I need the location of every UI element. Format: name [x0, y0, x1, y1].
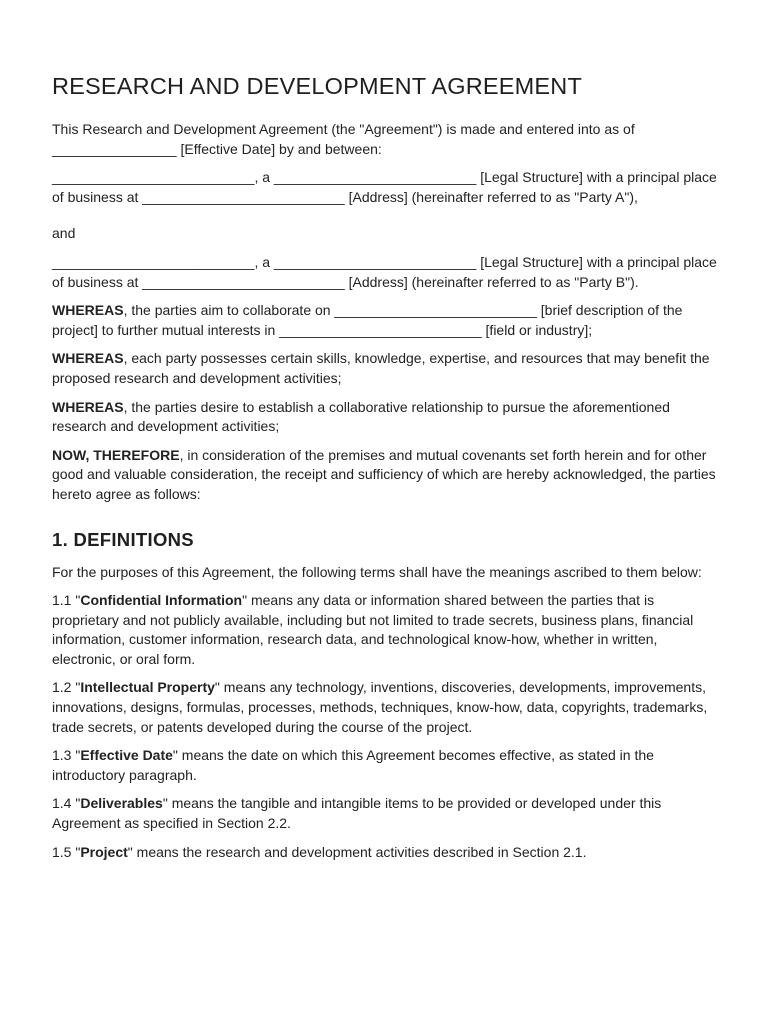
whereas-paragraph-2 [52, 349, 724, 388]
whereas-lead: WHEREAS [52, 350, 124, 367]
whereas-text: , the parties desire to establish a collaborative relationship to pursue the aforementioned research and development activities; [52, 398, 670, 435]
definition-item [52, 843, 724, 863]
definitions-intro: For the purposes of this Agreement, the following terms shall have the meanings ascribed to them below: [52, 563, 702, 580]
definition-text: " means the tangible and intangible items to be provided or developed under this Agreement as specified in Section 2.2. [52, 795, 662, 832]
definition-term: Intellectual Property [80, 679, 215, 696]
whereas-text: , the parties aim to collaborate on __________________________ [brief description of the project] to further mutual interests in __________________________ [field or industry]; [52, 302, 683, 338]
whereas-text: , each party possesses certain skills, knowledge, expertise, and resources that may benefit the proposed research and development activities; [52, 350, 710, 386]
whereas-lead: WHEREAS [52, 302, 124, 319]
definition-prefix: 1.5 " [52, 843, 81, 860]
definition-text: " means the research and development activities described in Section 2.1. [127, 843, 587, 860]
definition-text: " means the date on which this Agreement becomes effective, as stated in the introductory paragraph. [52, 747, 654, 783]
whereas-lead: WHEREAS [52, 398, 124, 415]
whereas-paragraph-3 [52, 398, 724, 437]
definition-item [52, 794, 724, 833]
now-therefore-lead: NOW, THEREFORE [52, 446, 180, 463]
intro-paragraph: This Research and Development Agreement (the "Agreement") is made and entered into as of ________________ [Effective Date] by and between: [52, 121, 635, 157]
definition-prefix: 1.4 " [52, 795, 81, 812]
definition-term: Confidential Information [80, 592, 243, 609]
now-therefore-paragraph [52, 446, 724, 505]
and-paragraph: and [52, 225, 76, 242]
definition-prefix: 1.1 " [52, 592, 81, 609]
definition-term: Deliverables [80, 795, 163, 812]
definition-prefix: 1.3 " [52, 747, 81, 764]
whereas-paragraph-1 [52, 301, 724, 340]
definition-prefix: 1.2 " [52, 679, 81, 696]
section-heading-definitions: 1. DEFINITIONS [52, 528, 194, 550]
definition-term: Effective Date [80, 747, 173, 764]
definition-item [52, 591, 724, 669]
party-b-paragraph: __________________________, a __________________________ [Legal Structure] with a principal place of business at __________________________ [Address] (hereinafter referred to as "Party B"). [52, 253, 717, 290]
party-a-paragraph: __________________________, a __________________________ [Legal Structure] with a principal place of business at __________________________ [Address] (hereinafter referred to as "Party A"), [52, 169, 717, 205]
definition-text: " means any technology, inventions, discoveries, developments, improvements, innovations, designs, formulas, processes, methods, techniques, know-how, data, copyrights, trademarks, trade secrets, or patents developed during the course of the project. [52, 679, 708, 735]
now-therefore-text: , in consideration of the premises and mutual covenants set forth herein and for other good and valuable consideration, the receipt and sufficiency of which are hereby acknowledged, the parties hereto agree as follows: [52, 446, 716, 502]
definition-item [52, 746, 724, 785]
definition-text: " means any data or information shared between the parties that is proprietary and not publicly available, including but not limited to trade secrets, business plans, financial information, customer information, research data, and technological know-how, whether in written, electronic, or oral form. [52, 592, 694, 667]
document-title: RESEARCH AND DEVELOPMENT AGREEMENT [52, 73, 583, 99]
definition-item [52, 678, 724, 737]
document-page [52, 68, 724, 871]
definition-term: Project [80, 843, 128, 860]
